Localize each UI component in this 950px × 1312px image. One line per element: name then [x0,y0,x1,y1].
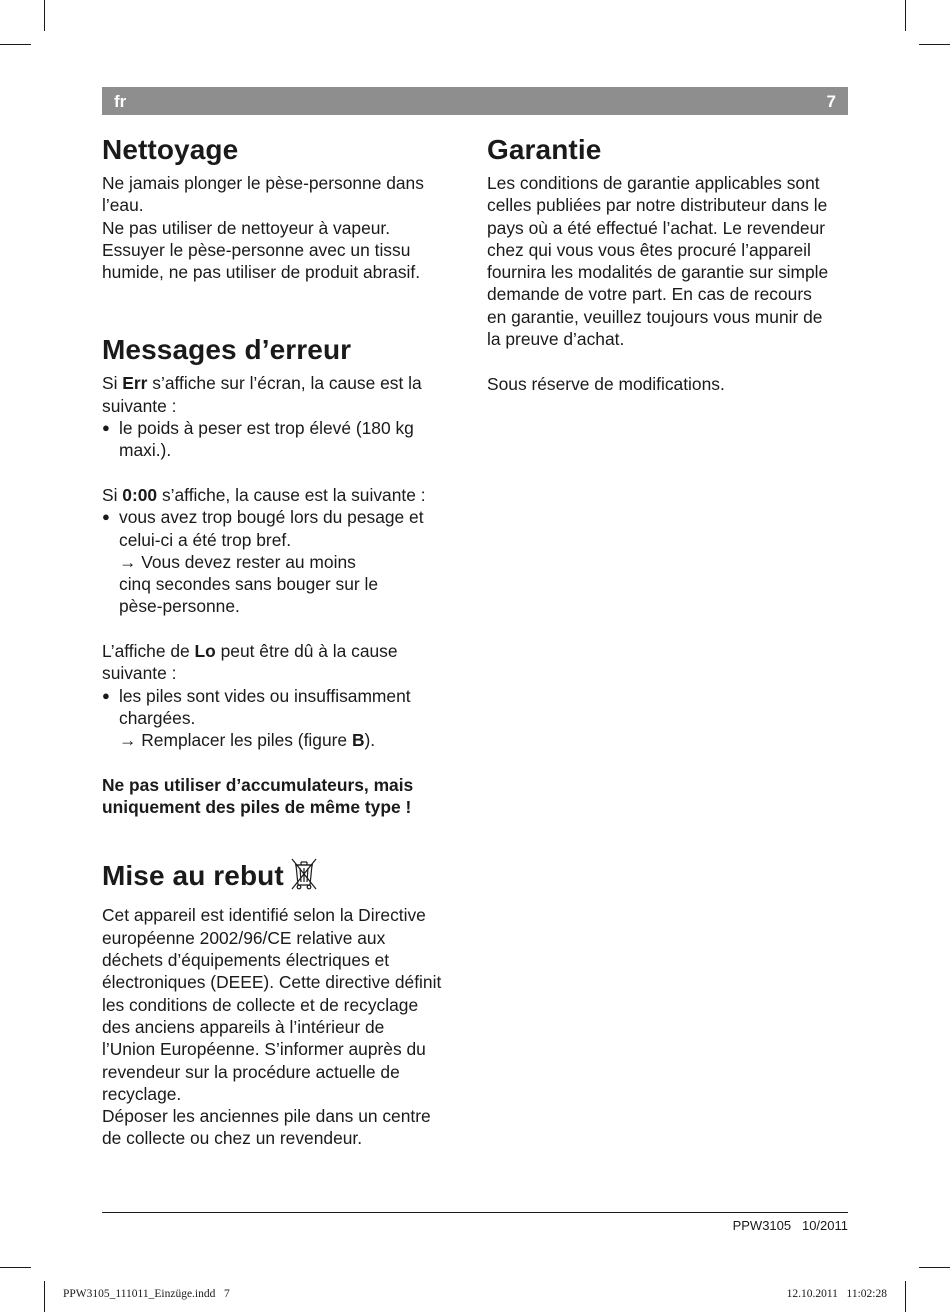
garantie-line: pays où a été effectué l’achat. Le revendeur [487,217,826,238]
text: peut être dû à la cause [215,641,398,662]
text: le poids à peser est trop élevé (180 kg [119,418,414,439]
print-filename: PPW3105_111011_Einzüge.indd 7 [63,1288,230,1300]
left-column [102,130,472,1150]
rebut-line: recyclage. [102,1083,182,1104]
text: s’affiche sur l’écran, la cause est la [147,373,422,394]
heading-garantie: Garantie [487,134,602,165]
crop-mark [905,1281,906,1312]
reserve-note: Sous réserve de modifications. [487,373,725,394]
crop-mark [44,1281,45,1312]
text: vous avez trop bougé lors du pesage et [119,507,424,528]
list-item-cont: maxi.). [119,440,172,461]
rebut-line: de collecte ou chez un revendeur. [102,1128,363,1149]
rebut-line: des anciens appareils à l’intérieur de [102,1016,385,1037]
crop-mark [919,1267,950,1268]
text: Si [102,484,123,505]
rebut-line: Déposer les anciennes pile dans un centre [102,1106,431,1127]
text: ). [364,730,376,751]
list-item-cont: pèse-personne. [119,596,240,617]
err-intro-line2: suivante : [102,395,177,416]
list-item-cont: celui-ci a été trop bref. [119,529,292,550]
heading-mise-au-rebut [102,856,472,902]
rebut-line: déchets d’équipements électriques et [102,950,390,971]
nettoyage-line: Essuyer le pèse-personne avec un tissu [102,239,411,260]
text: Si [102,373,123,394]
crop-mark [919,44,950,45]
text: L’affiche de [102,641,195,662]
list-item-cont: cinq secondes sans bouger sur le [119,574,379,595]
bullet-icon: ● [102,420,110,436]
language-label: fr [114,92,127,111]
garantie-line: en garantie, veuillez toujours vous munir de [487,306,823,327]
text: les piles sont vides ou insuffisamment [119,685,411,706]
warning-line: Ne pas utiliser d’accumulateurs, mais [102,774,414,795]
page-number: 7 [826,92,836,111]
heading-messages-erreur: Messages d’erreur [102,334,352,366]
lo-intro [102,640,472,662]
rebut-line: électroniques (DEEE). Cette directive définit [102,972,442,993]
list-item [102,417,472,439]
text: s’affiche, la cause est la suivante : [157,484,426,505]
bullet-icon: ● [102,509,110,525]
section-garantie [487,130,849,395]
lo-intro-line2: suivante : [102,663,177,684]
crop-mark [905,0,906,31]
err-intro [102,372,472,394]
rebut-line: européenne 2002/96/CE relative aux [102,927,386,948]
section-mise-au-rebut [102,856,472,1149]
rebut-line: l’Union Européenne. S’informer auprès du [102,1039,426,1060]
nettoyage-line: Ne jamais plonger le pèse-personne dans [102,173,424,193]
nettoyage-line: l’eau. [102,195,144,216]
text: → Remplacer les piles (figure [119,730,352,751]
garantie-line: la preuve d’achat. [487,329,625,350]
crop-mark [0,44,31,45]
err-code: Err [122,373,148,394]
garantie-line: fournira les modalités de garantie sur simple [487,262,829,283]
list-item [102,506,472,528]
nettoyage-line: Ne pas utiliser de nettoyeur à vapeur. [102,217,391,238]
heading-text: Mise au rebut [102,860,284,892]
garantie-line: chez qui vous vous êtes procuré l’appareil [487,239,811,260]
footer-rule [102,1212,848,1213]
figure-ref: B [351,730,365,751]
lo-code: Lo [194,641,216,662]
page-header-bar [102,87,848,115]
list-item-cont: chargées. [119,707,196,728]
zero-code: 0:00 [122,484,158,505]
zero-intro [102,484,472,506]
crop-mark [0,1267,31,1268]
garantie-line: demande de votre part. En cas de recours [487,284,812,305]
garantie-line: Les conditions de garantie applicables sont [487,173,820,193]
bullet-icon: ● [102,687,110,703]
rebut-line: revendeur sur la procédure actuelle de [102,1061,400,1082]
heading-nettoyage: Nettoyage [102,134,239,165]
crop-mark [44,0,45,31]
garantie-line: celles publiées par notre distributeur dans le [487,195,828,216]
right-column [487,130,849,395]
section-messages-erreur [102,330,472,818]
section-nettoyage [102,130,472,283]
rebut-line: Cet appareil est identifié selon la Directive [102,905,426,926]
rebut-line: les conditions de collecte et de recyclage [102,994,419,1015]
crossed-out-wheelie-bin-icon [290,857,318,902]
footer-model-date: PPW3105 10/2011 [732,1218,848,1233]
list-item-cont [102,729,472,751]
nettoyage-line: humide, ne pas utiliser de produit abrasif. [102,262,421,283]
warning-line: uniquement des piles de même type ! [102,797,412,818]
print-timestamp: 12.10.2011 11:02:28 [786,1288,887,1300]
list-item-cont: → Vous devez rester au moins [119,551,356,572]
list-item [102,685,472,707]
